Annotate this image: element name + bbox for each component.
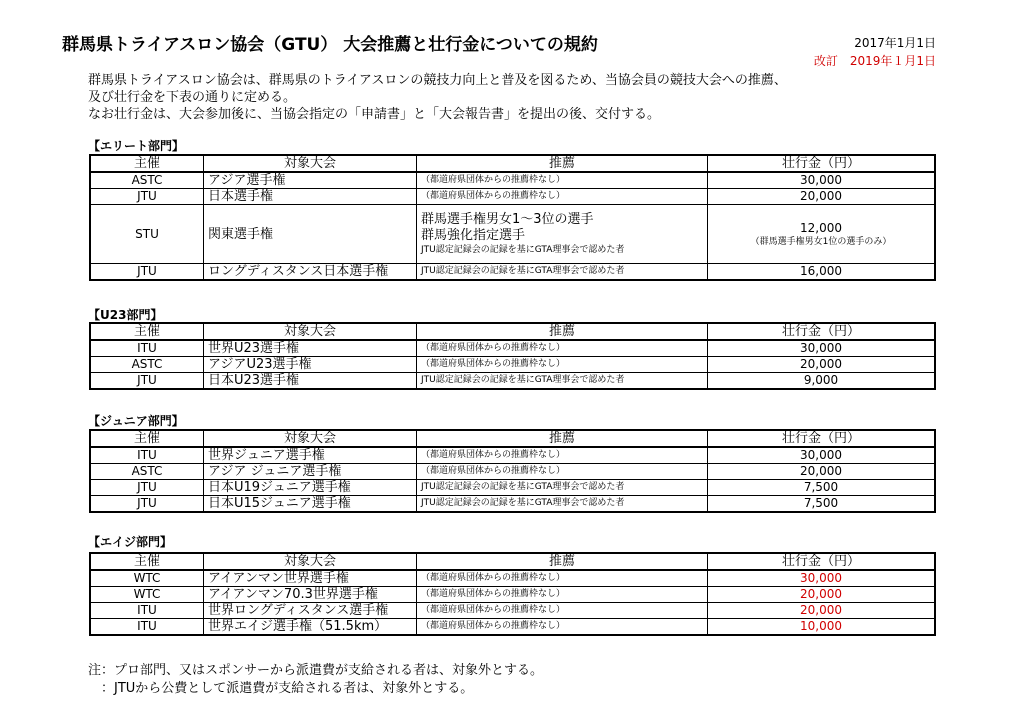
col-header-amount: 壮行金（円） — [708, 430, 936, 447]
col-header-recommendation: 推薦 — [417, 553, 708, 570]
footnote-line: ：JTUから公費として派遣費が支給される者は、対象外とする。 — [101, 681, 474, 696]
cell-event: 世界ジュニア選手権 — [204, 447, 417, 464]
cell-recommendation: （都道府県団体からの推薦枠なし） — [417, 357, 708, 373]
cell-host: ITU — [90, 619, 204, 636]
cell-amount: 20,000 — [708, 464, 936, 480]
cell-host: ITU — [90, 447, 204, 464]
col-header-amount: 壮行金（円） — [708, 553, 936, 570]
table-row — [90, 172, 935, 189]
footnote-line: 注：プロ部門、又はスポンサーから派遣費が支給される者は、対象外とする。 — [88, 663, 544, 678]
cell-amount: 30,000 — [708, 447, 936, 464]
col-header-amount: 壮行金（円） — [708, 155, 936, 172]
recommendation-line: 群馬選手権男女1～3位の選手 — [421, 212, 594, 227]
cell-event: 世界U23選手権 — [204, 340, 417, 357]
cell-amount: 20,000 — [708, 603, 936, 619]
cell-event: 日本選手権 — [204, 189, 417, 205]
table-row — [90, 373, 935, 390]
cell-host: ASTC — [90, 464, 204, 480]
cell-recommendation: JTU認定記録会の記録を基にGTA理事会で認めた者 — [417, 373, 708, 390]
cell-amount: 30,000 — [708, 172, 936, 189]
cell-event: 世界ロングディスタンス選手権 — [204, 603, 417, 619]
cell-host: ASTC — [90, 172, 204, 189]
cell-event: アジア選手権 — [204, 172, 417, 189]
table-header-row — [90, 553, 935, 570]
revision-date: 改訂 2019年１月1日 — [813, 54, 936, 68]
cell-event: アイアンマン世界選手権 — [204, 570, 417, 587]
col-header-host: 主催 — [90, 323, 204, 340]
cell-recommendation: JTU認定記録会の記録を基にGTA理事会で認めた者 — [417, 264, 708, 281]
table-row — [90, 205, 935, 264]
col-header-host: 主催 — [90, 553, 204, 570]
cell-amount: 20,000 — [708, 189, 936, 205]
col-header-recommendation: 推薦 — [417, 323, 708, 340]
cell-event: 関東選手権 — [204, 205, 417, 264]
cell-host: WTC — [90, 570, 204, 587]
amount-value: 12,000 — [800, 220, 842, 235]
cell-amount: 7,500 — [708, 496, 936, 513]
table-row — [90, 189, 935, 205]
cell-host: ASTC — [90, 357, 204, 373]
cell-recommendation: （都道府県団体からの推薦枠なし） — [417, 603, 708, 619]
cell-host: JTU — [90, 480, 204, 496]
table-junior — [89, 429, 936, 513]
cell-amount: 10,000 — [708, 619, 936, 636]
cell-event: アジア ジュニア選手権 — [204, 464, 417, 480]
cell-recommendation: （都道府県団体からの推薦枠なし） — [417, 340, 708, 357]
cell-recommendation: （都道府県団体からの推薦枠なし） — [417, 619, 708, 636]
table-row — [90, 480, 935, 496]
col-header-host: 主催 — [90, 155, 204, 172]
cell-recommendation: （都道府県団体からの推薦枠なし） — [417, 172, 708, 189]
issue-date: 2017年1月1日 — [854, 36, 936, 50]
cell-recommendation: （都道府県団体からの推薦枠なし） — [417, 570, 708, 587]
cell-amount: 16,000 — [708, 264, 936, 281]
table-row — [90, 587, 935, 603]
col-header-recommendation: 推薦 — [417, 430, 708, 447]
cell-event: 日本U15ジュニア選手権 — [204, 496, 417, 513]
cell-event: 世界エイジ選手権（51.5km） — [204, 619, 417, 636]
section-label-elite: 【エリート部門】 — [88, 139, 185, 153]
cell-host: STU — [90, 205, 204, 264]
cell-host: ITU — [90, 603, 204, 619]
cell-recommendation: （都道府県団体からの推薦枠なし） — [417, 464, 708, 480]
col-header-event: 対象大会 — [204, 323, 417, 340]
cell-host: JTU — [90, 373, 204, 390]
recommendation-line: 群馬強化指定選手 — [421, 228, 526, 243]
col-header-recommendation: 推薦 — [417, 155, 708, 172]
table-row — [90, 464, 935, 480]
cell-amount: 20,000 — [708, 587, 936, 603]
cell-recommendation: （都道府県団体からの推薦枠なし） — [417, 189, 708, 205]
table-elite — [89, 154, 936, 281]
footnotes — [88, 662, 543, 698]
col-header-amount: 壮行金（円） — [708, 323, 936, 340]
recommendation-line: JTU認定記録会の記録を基にGTA理事会で認めた者 — [421, 245, 625, 255]
cell-amount: 9,000 — [708, 373, 936, 390]
col-header-event: 対象大会 — [204, 553, 417, 570]
table-header-row — [90, 430, 935, 447]
cell-host: JTU — [90, 264, 204, 281]
section-label-age: 【エイジ部門】 — [88, 535, 173, 549]
cell-host: JTU — [90, 496, 204, 513]
table-row — [90, 357, 935, 373]
intro-line: なお壮行金は、大会参加後に、当協会指定の「申請書」と「大会報告書」を提出の後、交付する。 — [88, 107, 661, 122]
cell-amount: 30,000 — [708, 340, 936, 357]
cell-recommendation: JTU認定記録会の記録を基にGTA理事会で認めた者 — [417, 496, 708, 513]
table-row — [90, 447, 935, 464]
intro-paragraph — [88, 72, 928, 123]
col-header-event: 対象大会 — [204, 155, 417, 172]
intro-line: 群馬県トライアスロン協会は、群馬県のトライアスロンの競技力向上と普及を図るため、当協会員の競技大会への推薦、 — [88, 73, 787, 88]
cell-recommendation: （都道府県団体からの推薦枠なし） — [417, 587, 708, 603]
cell-event: 日本U23選手権 — [204, 373, 417, 390]
table-u23 — [89, 322, 936, 390]
cell-recommendation: （都道府県団体からの推薦枠なし） — [417, 447, 708, 464]
cell-event: アイアンマン70.3世界選手権 — [204, 587, 417, 603]
cell-amount: 20,000 — [708, 357, 936, 373]
cell-host: WTC — [90, 587, 204, 603]
intro-line: 及び壮行金を下表の通りに定める。 — [88, 90, 297, 105]
table-row — [90, 619, 935, 636]
table-header-row — [90, 155, 935, 172]
col-header-event: 対象大会 — [204, 430, 417, 447]
table-row — [90, 496, 935, 513]
col-header-host: 主催 — [90, 430, 204, 447]
table-header-row — [90, 323, 935, 340]
cell-amount: 7,500 — [708, 480, 936, 496]
cell-recommendation — [417, 205, 708, 264]
amount-note: （群馬選手権男女1位の選手のみ） — [750, 236, 892, 247]
cell-event: アジアU23選手権 — [204, 357, 417, 373]
cell-recommendation: JTU認定記録会の記録を基にGTA理事会で認めた者 — [417, 480, 708, 496]
table-row — [90, 264, 935, 281]
cell-amount — [708, 205, 936, 264]
cell-event: 日本U19ジュニア選手権 — [204, 480, 417, 496]
cell-host: JTU — [90, 189, 204, 205]
cell-amount: 30,000 — [708, 570, 936, 587]
table-row — [90, 570, 935, 587]
document-title: 群馬県トライアスロン協会（GTU） 大会推薦と壮行金についての規約 — [62, 35, 598, 55]
section-label-junior: 【ジュニア部門】 — [88, 414, 184, 428]
table-row — [90, 603, 935, 619]
table-row — [90, 340, 935, 357]
cell-event: ロングディスタンス日本選手権 — [204, 264, 417, 281]
table-age — [89, 552, 936, 636]
cell-host: ITU — [90, 340, 204, 357]
section-label-u23: 【U23部門】 — [88, 308, 163, 322]
